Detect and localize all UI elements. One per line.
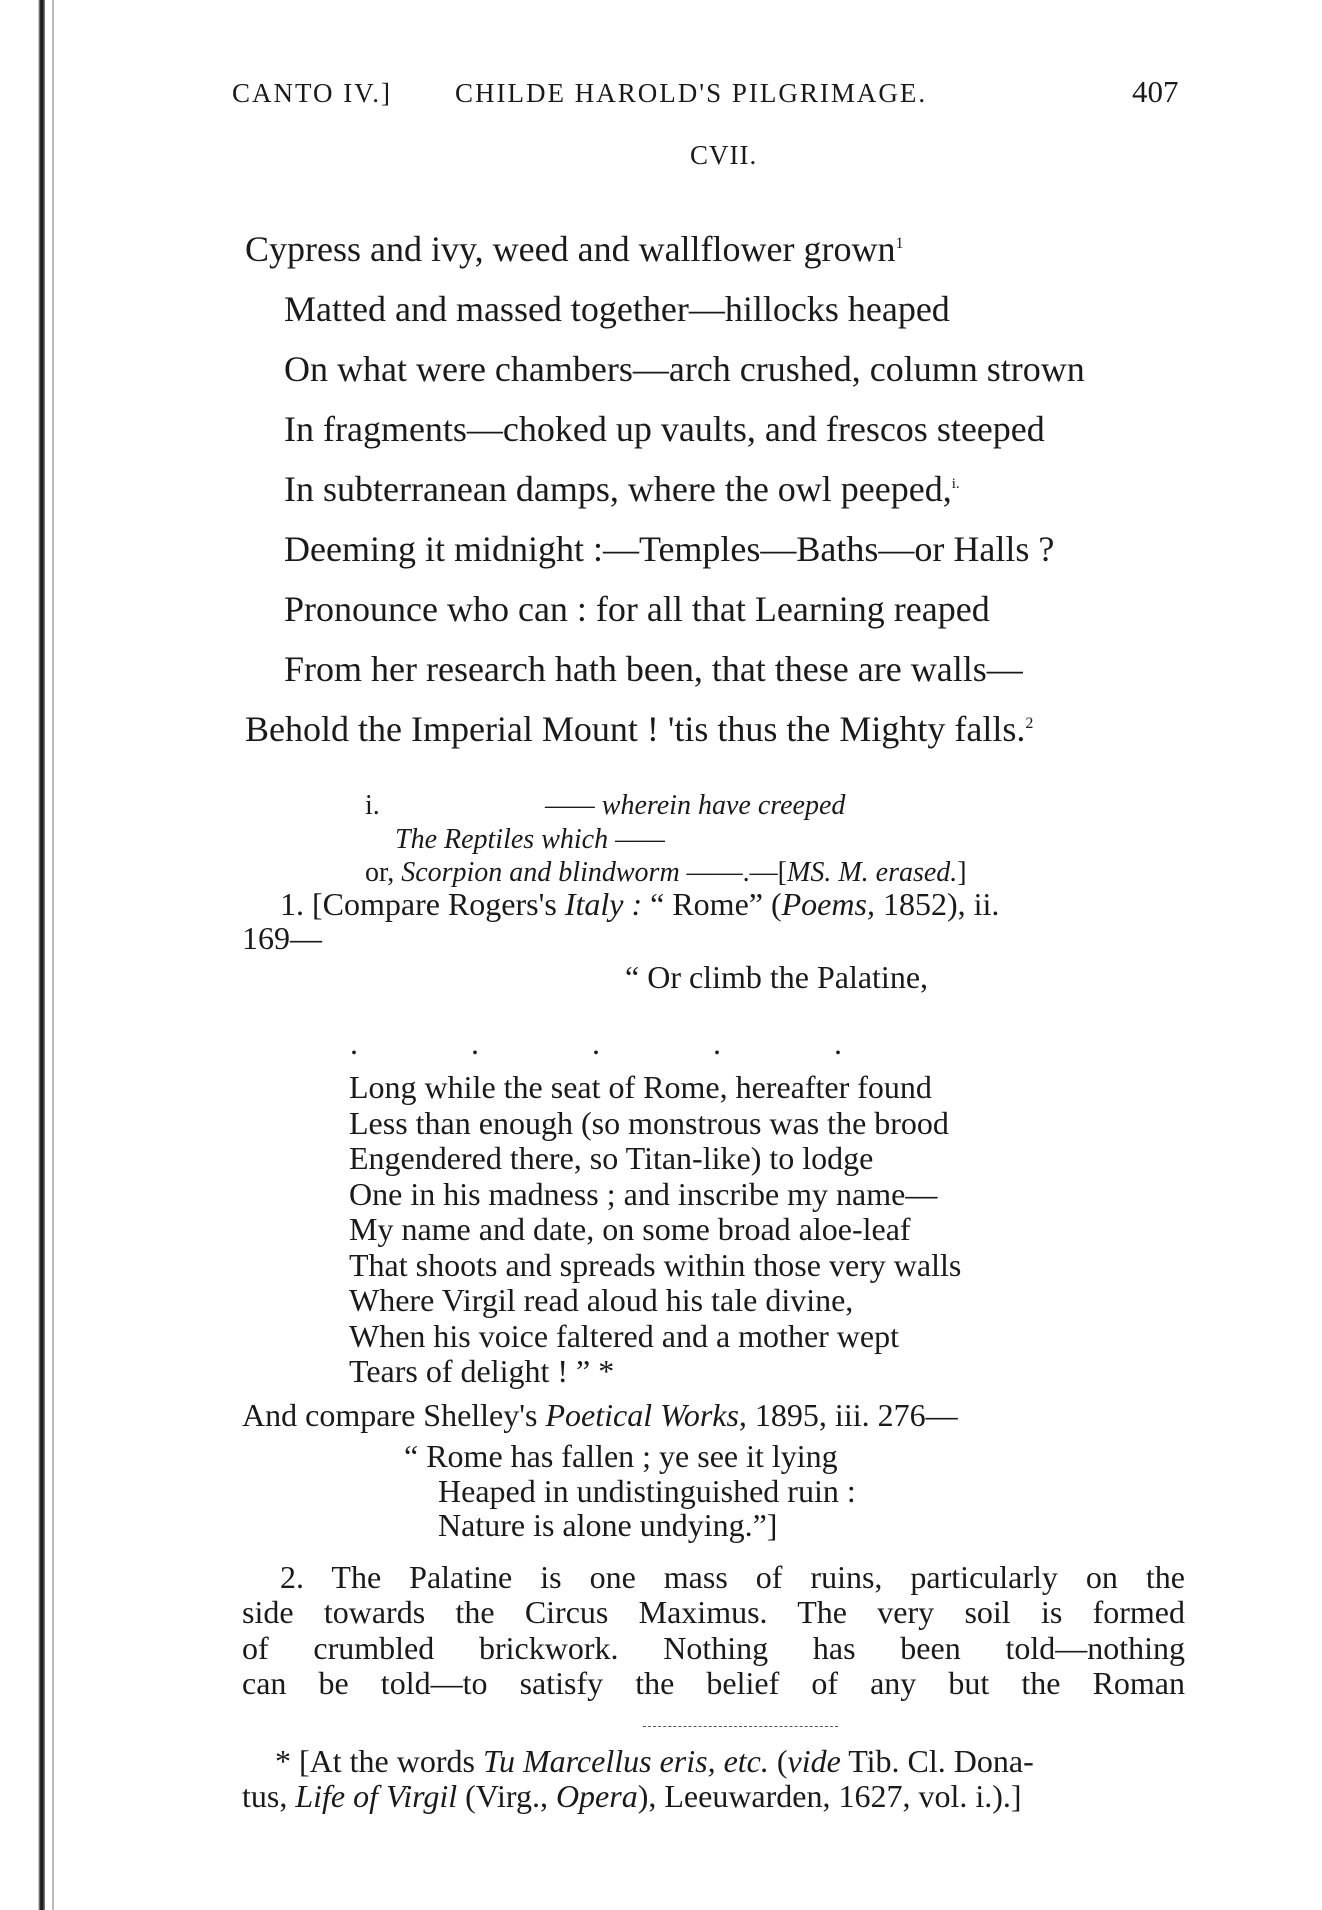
note-line: 1. [Compare Rogers's Italy : “ Rome” (Poems, 1852), ii. — [280, 886, 1000, 922]
quote-line: Tears of delight ! ” * — [349, 1353, 615, 1389]
quote-line: Long while the seat of Rome, hereafter found — [349, 1069, 932, 1105]
quote-line: That shoots and spreads within those very walls — [349, 1247, 962, 1283]
poem-line: Pronounce who can : for all that Learning reaped — [284, 589, 990, 629]
quote-line: When his voice faltered and a mother wept — [349, 1318, 899, 1354]
note-line: of crumbled brickwork. Nothing has been told—nothing — [242, 1630, 1185, 1666]
note-line: can be told—to satisfy the belief of any but the Roman — [242, 1665, 1185, 1701]
poem-line: Deeming it midnight :—Temples—Baths—or Halls ? — [284, 529, 1055, 569]
page-binding-edge — [38, 0, 45, 1910]
poem-line: Matted and massed together—hillocks heaped — [284, 289, 950, 329]
poem-line: In fragments—choked up vaults, and frescos steeped — [284, 409, 1045, 449]
note-line: side towards the Circus Maximus. The very soil is formed — [242, 1594, 1185, 1630]
ellipsis-dots: . . . . . — [350, 1025, 845, 1061]
quote-line: Where Virgil read aloud his tale divine, — [349, 1282, 854, 1318]
footnote-line: tus, Life of Virgil (Virg., Opera), Leeuwarden, 1627, vol. i.).] — [242, 1778, 1022, 1814]
note-line: 169— — [242, 920, 322, 956]
page-binding-shadow — [52, 0, 54, 1910]
quote-line: “ Rome has fallen ; ye see it lying — [404, 1438, 838, 1474]
quote-line: Less than enough (so monstrous was the brood — [349, 1105, 949, 1141]
variant-line: —— wherein have creeped — [545, 790, 846, 821]
poem-line: On what were chambers—arch crushed, column strown — [284, 349, 1085, 389]
quote-line: Nature is alone undying.”] — [438, 1507, 778, 1543]
footnote-line: * [At the words Tu Marcellus eris, etc. (vide Tib. Cl. Dona- — [275, 1743, 1034, 1779]
quote-line: Heaped in undistinguished ruin : — [438, 1473, 856, 1509]
footnote-rule — [643, 1726, 838, 1727]
variant-line: or, Scorpion and blindworm ——.—[MS. M. erased.] — [365, 857, 967, 888]
quote-line: “ Or climb the Palatine, — [625, 959, 929, 995]
quote-line: Engendered there, so Titan-like) to lodge — [349, 1140, 874, 1176]
variant-line: The Reptiles which —— — [395, 824, 665, 855]
poem-line: Cypress and ivy, weed and wallflower grown$^1$ — [245, 229, 904, 269]
poem-line: From her research hath been, that these are walls— — [284, 649, 1023, 689]
note-line: 2. The Palatine is one mass of ruins, particularly on the — [280, 1559, 1185, 1595]
note-line: And compare Shelley's Poetical Works, 1895, iii. 276— — [242, 1397, 958, 1433]
running-head-title: CHILDE HAROLD'S PILGRIMAGE. — [455, 78, 928, 108]
variant-label: i. — [365, 790, 380, 821]
running-head-canto: CANTO IV.] — [232, 78, 393, 108]
poem-line: Behold the Imperial Mount ! 'tis thus the Mighty falls.$^2$ — [245, 709, 1034, 749]
poem-line: In subterranean damps, where the owl peeped,$^{i.}$ — [284, 469, 960, 509]
page-number: 407 — [1132, 74, 1179, 109]
quote-line: One in his madness ; and inscribe my name— — [349, 1176, 938, 1212]
quote-line: My name and date, on some broad aloe-leaf — [349, 1211, 911, 1247]
stanza-number: CVII. — [690, 140, 758, 170]
